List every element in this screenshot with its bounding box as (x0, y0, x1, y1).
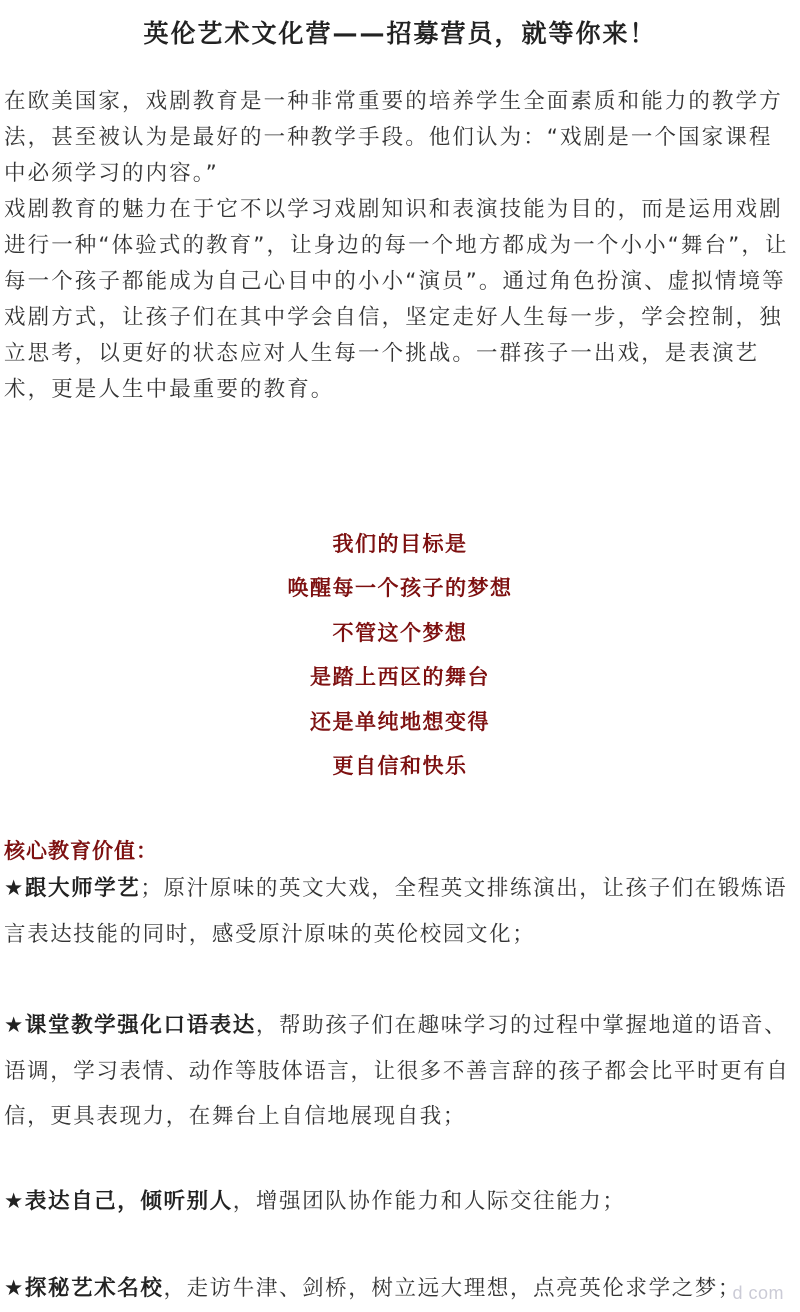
goal-line: 不管这个梦想 (332, 620, 468, 645)
intro-paragraph: 戏剧教育的魅力在于它不以学习戏剧知识和表演技能为目的，而是运用戏剧进行一种“体验式的教育”，让身边的每一个地方都成为一个小小“舞台”，让每一个孩子都能成为自己心目中的小小“演员”。通过角色扮演、虚拟情境等戏剧方式，让孩子们在其中学会自信，坚定走好人生每一步，学会控制，独立思考，以更好的状态应对人生每一个挑战。一群孩子一出戏，是表演艺术，更是人生中最重要的教育。 (4, 197, 789, 402)
value-item-lead: 表达自己，倾听别人 (24, 1189, 233, 1214)
goal-line: 还是单纯地想变得 (310, 709, 490, 734)
star-icon: ★ (4, 1013, 25, 1038)
intro-paragraph: 在欧美国家，戏剧教育是一种非常重要的培养学生全面素质和能力的教学方法，甚至被认为是最好的一种教学手段。他们认为：“戏剧是一个国家课程中必须学习的内容。” (4, 89, 783, 186)
value-item-lead: 课堂教学强化口语表达 (24, 1013, 256, 1038)
goals-section (0, 522, 800, 788)
value-item (4, 1266, 794, 1312)
value-item-text: ，增强团队协作能力和人际交往能力； (232, 1189, 626, 1214)
value-item-lead: 探秘艺术名校 (24, 1276, 164, 1301)
core-values-heading: 核心教育价值： (4, 839, 158, 863)
star-icon: ★ (4, 876, 25, 901)
intro-section (4, 84, 794, 408)
star-icon: ★ (4, 1276, 25, 1301)
goal-line: 我们的目标是 (332, 532, 468, 556)
watermark: d com (732, 1283, 784, 1303)
star-icon: ★ (4, 1189, 25, 1214)
value-item (4, 1179, 794, 1225)
value-item (4, 866, 794, 957)
value-item (4, 1003, 794, 1140)
goal-line: 唤醒每一个孩子的梦想 (287, 576, 513, 601)
page-title: 英伦艺术文化营——招募营员，就等你来！ (143, 19, 657, 48)
goal-line: 更自信和快乐 (332, 754, 468, 779)
value-item-lead: 跟大师学艺 (24, 876, 141, 901)
value-item-text: ，走访牛津、剑桥，树立远大理想，点亮英伦求学之梦； (163, 1276, 741, 1301)
goal-line: 是踏上西区的舞台 (310, 665, 490, 690)
value-item-text: ，帮助孩子们在趣味学习的过程中掌握地道的语音、语调，学习表情、动作等肢体语言，让很多不善言辞的孩子都会比平时更有自信，更具表现力，在舞台上自信地展现自我； (4, 1013, 790, 1129)
value-item-text: ；原汁原味的英文大戏，全程英文排练演出，让孩子们在锻炼语言表达技能的同时，感受原汁原味的英伦校园文化； (4, 876, 788, 947)
